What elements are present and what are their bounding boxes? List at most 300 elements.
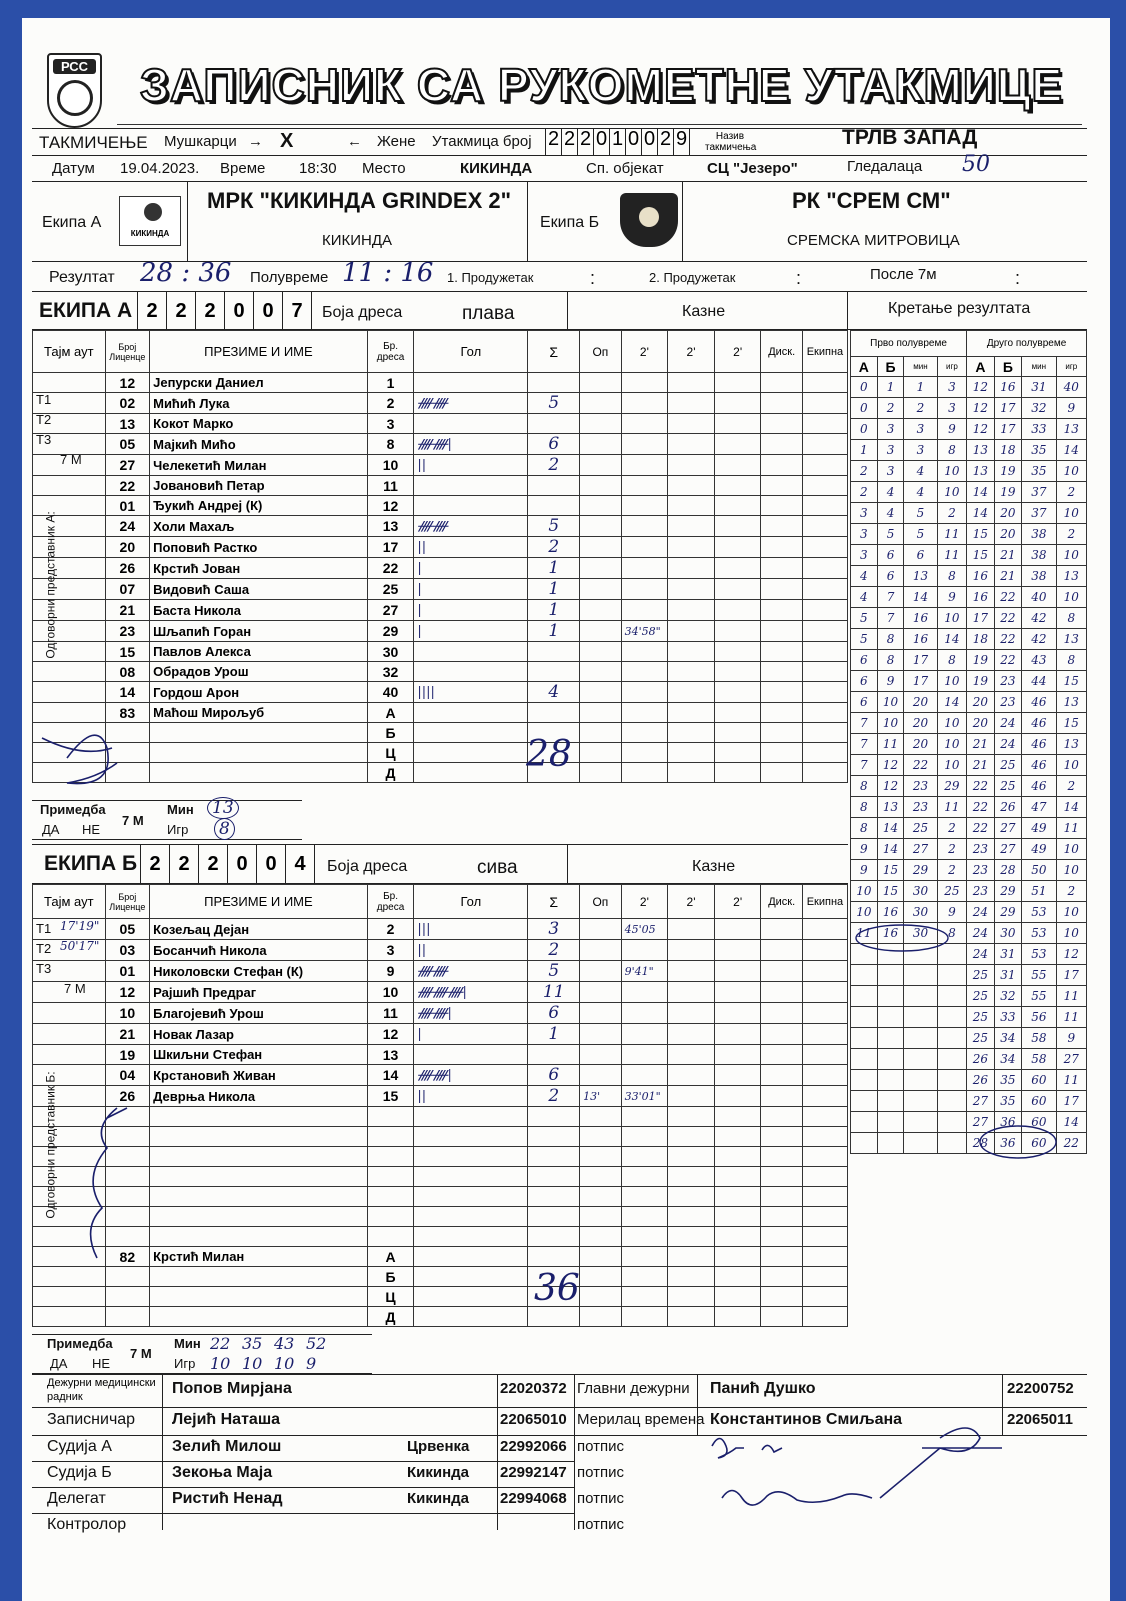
progress-cell: 2 [1056,776,1086,797]
progress-cell: 42 [1022,608,1056,629]
progress-cell: 47 [1022,797,1056,818]
license-cell: 14 [105,682,150,703]
delegate-city: Кикинда [407,1490,470,1507]
progress-cell: 29 [904,860,937,881]
progress-cell: 19 [994,461,1021,482]
progress-cell: 25 [967,1007,995,1028]
medic-label: Дежурни медицински радник [47,1377,156,1403]
progress-cell: 8 [851,797,878,818]
match-digit: 0 [625,128,641,156]
progress-cell: 25 [967,965,995,986]
progress-cell: 16 [994,377,1021,398]
progress-cell: 6 [851,671,878,692]
col-jersey: Бр. дреса [367,885,414,919]
progress-cell: 14 [967,482,995,503]
progress-cell: 22 [994,650,1021,671]
license-cell: 13 [105,414,150,434]
women-arrow: ← [347,133,362,150]
progress-cell: 4 [851,587,878,608]
team-b-min-val: 22 [210,1334,231,1353]
progress-cell: 10 [1056,923,1086,944]
progress-cell: 44 [1022,671,1056,692]
license-cell: 24 [105,516,150,537]
license-cell: 12 [105,373,150,393]
player-name: Крстановић Живан [150,1065,368,1086]
progress-cell: 17 [1056,965,1086,986]
delegate-number: 22994068 [500,1490,567,1507]
col-timeout: Тајм аут [33,885,106,919]
venue-label: Сп. објекат [586,160,664,177]
progress-cell: 33 [994,1007,1021,1028]
progress-cell: 34 [994,1028,1021,1049]
goal-tally: | [414,600,528,621]
progress-cell: 46 [1022,713,1056,734]
team-b-total: 36 [534,1268,580,1309]
progress-cell: 15 [1056,671,1086,692]
official-name: Крстић Милан [150,1247,368,1267]
progress-cell: 10 [937,755,966,776]
license-cell: 83 [105,703,150,723]
progress-cell: 22 [904,755,937,776]
team-a-jersey-label: Боја дреса [322,304,403,321]
progress-cell: 13 [877,797,904,818]
progress-cell: 14 [877,818,904,839]
progress-cell: 6 [851,650,878,671]
goal-sum: 1 [528,579,580,600]
progress-cell: 19 [994,482,1021,503]
match-digit: 2 [561,128,577,156]
license-cell: 82 [105,1247,150,1267]
progress-cell: 9 [937,419,966,440]
player-name: Јепурски Даниел [150,373,368,393]
timer-name: Константинов Смиљана [710,1411,903,1428]
team-b-jersey-color: сива [477,857,518,878]
progress-cell: 31 [1022,377,1056,398]
ref-a-name: Зелић Милош [172,1438,282,1455]
license-cell: 05 [105,434,150,455]
progress-cell: 23 [967,860,995,881]
ref-a-sign-label: потпис [577,1438,625,1455]
team-a-min-label: Мин [167,802,194,817]
progress-cell: 17 [994,398,1021,419]
progress-cell: 2 [1056,524,1086,545]
ot2-label: 2. Продужетак [649,270,736,285]
col-name: ПРЕЗИМЕ И ИМЕ [150,331,368,373]
penalties-header-a: Казне [682,303,726,320]
progress-cell: 7 [851,755,878,776]
delegate-name: Ристић Ненад [172,1490,283,1507]
team-a-jersey-color: плава [462,303,515,324]
progress-cell: 0 [851,377,878,398]
scorer-label: Записничар [47,1411,136,1428]
jersey-cell: 15 [367,1086,414,1107]
team-b-note-label: Примедба [47,1336,113,1351]
progress-cell: 4 [904,482,937,503]
progress-cell: 10 [937,482,966,503]
progress-cell: 8 [1056,650,1086,671]
col-disq: Диск. [761,885,802,919]
progress-cell: 4 [851,566,878,587]
progress-cell: 8 [937,923,966,944]
progress-cell: 9 [877,671,904,692]
progress-cell: 5 [904,503,937,524]
progress-cell: 25 [937,881,966,902]
progress-cell: 10 [1056,860,1086,881]
license-cell: 26 [105,558,150,579]
team-b-name: РК "СРЕМ СМ" [792,188,951,213]
col-license: Број Лиценце [105,331,150,373]
progress-cell: 5 [851,629,878,650]
player-name: Мајкић Мићо [150,434,368,455]
team-a-label: Екипа А [42,214,102,231]
goal-sum: 2 [528,1086,580,1107]
team-code-digit: 2 [169,844,198,884]
progress-cell: 60 [1022,1070,1056,1091]
goal-sum: 11 [528,982,580,1003]
goal-tally: | [414,579,528,600]
prog-col-a: А [967,357,995,377]
progress-cell: 5 [904,524,937,545]
jersey-cell: 8 [367,434,414,455]
ot1-label: 1. Продужетак [447,270,534,285]
team-a-note-7m: 7 М [122,813,144,828]
jersey-cell: 9 [367,961,414,982]
progress-cell: 2 [904,398,937,419]
col-name: ПРЕЗИМЕ И ИМЕ [150,885,368,919]
progress-cell: 11 [937,797,966,818]
chief-label: Главни дежурни [577,1380,690,1397]
col-goal: Гол [414,331,528,373]
progress-cell: 31 [994,944,1021,965]
progress-cell: 38 [1022,545,1056,566]
official-letter: Ц [367,743,414,763]
progress-cell: 13 [1056,419,1086,440]
team-a-city: КИКИНДА [322,232,393,249]
progress-cell: 16 [967,566,995,587]
progress-cell: 9 [937,587,966,608]
license-cell: 19 [105,1045,150,1065]
progress-cell: 0 [851,398,878,419]
progress-cell: 40 [1056,377,1086,398]
player-name: Босанчић Никола [150,940,368,961]
signature-rep-b [91,1108,127,1258]
match-digit: 2 [577,128,593,156]
progress-cell: 23 [967,881,995,902]
team-b-min-val: 35 [242,1334,263,1353]
progress-cell: 23 [967,839,995,860]
col-team: Екипна [802,331,847,373]
team-a-section-label: ЕКИПА А [39,299,133,322]
goal-tally: | [414,1024,528,1045]
progress-cell: 10 [937,671,966,692]
team-a-note-label: Примедба [40,802,106,817]
penalty-cell: 45'05 [621,919,668,940]
progress-cell: 12 [967,377,995,398]
progress-cell: 2 [877,398,904,419]
match-digit: 0 [593,128,609,156]
official-letter: А [367,1247,414,1267]
team-code-digit: 2 [198,844,227,884]
progress-cell: 7 [877,587,904,608]
team-code-digit: 7 [282,292,312,330]
progress-cell: 10 [851,881,878,902]
license-cell: 20 [105,537,150,558]
jersey-cell: 11 [367,1003,414,1024]
progress-cell: 7 [851,713,878,734]
goal-tally: ᚎᚎ| [414,1003,528,1024]
team-b-igr-val: 9 [306,1354,317,1373]
final-score-circle [980,1126,1056,1158]
progress-cell: 13 [1056,566,1086,587]
progress-cell: 15 [967,524,995,545]
page-title: ЗАПИСНИК СА РУКОМЕТНЕ УТАКМИЦЕ [140,59,1064,111]
team-a-note-no: НЕ [82,822,101,837]
progress-cell: 12 [967,419,995,440]
team-a-timeout: Т1 [36,392,52,407]
ref-a-city: Црвенка [407,1438,470,1455]
progress-cell: 17 [967,608,995,629]
license-cell: 21 [105,600,150,621]
player-name: Баста Никола [150,600,368,621]
col-2min: 2' [714,331,761,373]
progress-cell: 17 [994,419,1021,440]
license-cell: 03 [105,940,150,961]
progress-cell: 35 [994,1070,1021,1091]
license-cell: 26 [105,1086,150,1107]
goal-tally: | [414,558,528,579]
team-b-timeout: Т2 [36,941,52,956]
progress-cell: 22 [967,797,995,818]
jersey-cell: 2 [367,919,414,940]
jersey-cell: 14 [367,1065,414,1086]
time-label: Време [220,160,266,177]
goal-sum: 5 [528,516,580,537]
men-mark: X [280,130,294,152]
goal-sum: 1 [528,621,580,642]
goal-tally: ᚎᚎ| [414,434,528,455]
delegate-sign-label: потпис [577,1490,625,1507]
competition-label: ТАКМИЧЕЊЕ [39,133,148,152]
delegate-label: Делегат [47,1490,106,1507]
prog-col-a: А [851,357,878,377]
ref-b-label: Судија Б [47,1464,112,1481]
progress-cell: 25 [967,986,995,1007]
progress-cell: 40 [1022,587,1056,608]
progress-cell: 13 [1056,629,1086,650]
license-cell: 15 [105,642,150,662]
progress-cell: 11 [1056,1007,1086,1028]
player-name: Шљапић Горан [150,621,368,642]
progress-cell: 46 [1022,776,1056,797]
goal-sum: 6 [528,434,580,455]
player-name: Шкиљни Стефан [150,1045,368,1065]
progress-cell: 26 [994,797,1021,818]
progress-cell: 13 [1056,692,1086,713]
progress-cell: 22 [967,818,995,839]
penalty-cell: 9'41" [621,961,668,982]
progress-cell: 22 [994,608,1021,629]
team-b-min-label: Мин [174,1336,201,1351]
progress-cell: 26 [967,1049,995,1070]
official-letter: Ц [367,1287,414,1307]
progress-cell: 0 [851,419,878,440]
chief-number: 22200752 [1007,1380,1074,1397]
signature-ref-b [880,1428,1002,1498]
progress-cell: 46 [1022,734,1056,755]
progress-cell: 12 [877,755,904,776]
progress-cell: 20 [994,524,1021,545]
player-name: Благојевић Урош [150,1003,368,1024]
progress-cell: 28 [994,860,1021,881]
player-name: Николовски Стефан (К) [150,961,368,982]
progress-cell: 15 [877,860,904,881]
place-value: КИКИНДА [460,160,533,177]
progress-cell: 20 [994,503,1021,524]
penalty-cell: 34'58" [621,621,668,642]
progress-cell: 27 [967,1091,995,1112]
progress-cell: 21 [967,755,995,776]
prog-col-igr: игр [937,357,966,377]
progress-cell: 22 [967,776,995,797]
team-a-rep-label: Одговорни представник А: [43,511,58,659]
progress-cell: 53 [1022,902,1056,923]
team-code-digit: 0 [256,844,285,884]
progress-cell: 10 [877,692,904,713]
spectators-value: 50 [962,152,990,177]
team-a-min-val: 13 [207,797,239,819]
result-label: Резултат [49,269,115,286]
license-cell: 02 [105,393,150,414]
goal-sum: 4 [528,682,580,703]
goal-sum: 1 [528,558,580,579]
progress-cell: 20 [904,713,937,734]
jersey-cell: 13 [367,516,414,537]
progress-cell: 2 [851,461,878,482]
progress-cell: 10 [1056,461,1086,482]
progress-cell: 3 [877,440,904,461]
progress-cell: 8 [851,818,878,839]
progress-cell: 9 [851,839,878,860]
progress-cell: 3 [851,524,878,545]
progress-cell: 26 [967,1070,995,1091]
goal-sum: 5 [528,961,580,982]
progress-cell: 14 [937,629,966,650]
progress-cell: 25 [994,755,1021,776]
prog-col-min: мин [1022,357,1056,377]
progress-cell: 30 [904,881,937,902]
progress-cell: 3 [877,461,904,482]
progress-cell: 23 [904,776,937,797]
col-license: Број Лиценце [105,885,150,919]
progress-cell: 5 [877,524,904,545]
goal-tally: ||| [414,919,528,940]
progress-cell: 2 [1056,881,1086,902]
col-goal: Гол [414,885,528,919]
progress-cell: 11 [937,524,966,545]
progress-cell: 10 [937,461,966,482]
progress-cell: 11 [1056,986,1086,1007]
progress-cell: 10 [1056,587,1086,608]
progress-cell: 23 [994,692,1021,713]
team-code-digit: 4 [285,844,315,884]
progress-cell: 3 [851,545,878,566]
player-name: Ђукић Андреј (К) [150,496,368,516]
goal-tally: || [414,1086,528,1107]
progress-cell: 20 [904,734,937,755]
ot1-value: : [590,268,596,288]
col-warn: Оп [580,331,621,373]
col-2min: 2' [621,331,668,373]
team-b-rep-label: Одговорни представник Б: [43,1071,58,1219]
goal-tally: | [414,621,528,642]
jersey-cell: 29 [367,621,414,642]
jersey-cell: 3 [367,940,414,961]
team-a-igr-label: Игр [167,822,189,837]
team-b-min-val: 43 [274,1334,295,1353]
official-letter: Д [367,1307,414,1327]
progress-cell: 53 [1022,923,1056,944]
chief-name: Панић Душко [710,1380,816,1397]
team-b-jersey-label: Боја дреса [327,858,408,875]
progress-cell: 13 [904,566,937,587]
logo-text: РСС [53,59,96,74]
progress-cell: 21 [994,545,1021,566]
jersey-cell: 12 [367,496,414,516]
progress-cell: 3 [851,503,878,524]
team-b-city: СРЕМСКА МИТРОВИЦА [787,232,960,249]
progress-cell: 15 [967,545,995,566]
goal-tally: |||| [414,682,528,703]
progress-cell: 11 [1056,1070,1086,1091]
license-cell: 08 [105,662,150,682]
official-letter: А [367,703,414,723]
progress-cell: 18 [967,629,995,650]
progress-cell: 3 [904,419,937,440]
progress-cell: 2 [1056,482,1086,503]
progress-cell: 10 [937,734,966,755]
progress-cell: 38 [1022,524,1056,545]
jersey-cell: 12 [367,1024,414,1045]
men-arrow: → [248,133,263,150]
progress-cell: 14 [967,503,995,524]
progress-cell: 53 [1022,944,1056,965]
progress-cell: 30 [904,902,937,923]
jersey-cell: 32 [367,662,414,682]
progress-cell: 32 [994,986,1021,1007]
ref-b-name: Зекоња Маја [172,1464,273,1481]
scoresheet [22,18,1110,1601]
progress-cell: 15 [877,881,904,902]
progress-cell: 17 [904,650,937,671]
progress-cell: 17 [1056,1091,1086,1112]
player-name: Обрадов Урош [150,662,368,682]
second-half-header: Друго полувреме [967,331,1087,357]
progress-cell: 10 [877,713,904,734]
progress-cell: 32 [1022,398,1056,419]
prog-col-min: мин [904,357,937,377]
jersey-cell: 30 [367,642,414,662]
penalties-header-b: Казне [692,858,736,875]
progress-cell: 24 [967,902,995,923]
progress-cell: 4 [877,503,904,524]
match-no-label: Утакмица број [432,133,532,150]
jersey-cell: 3 [367,414,414,434]
goal-tally: || [414,537,528,558]
date-label: Датум [52,160,95,177]
scorer-number: 22065010 [500,1411,567,1428]
after7-label: После 7м [870,266,937,283]
official-letter: Б [367,1267,414,1287]
